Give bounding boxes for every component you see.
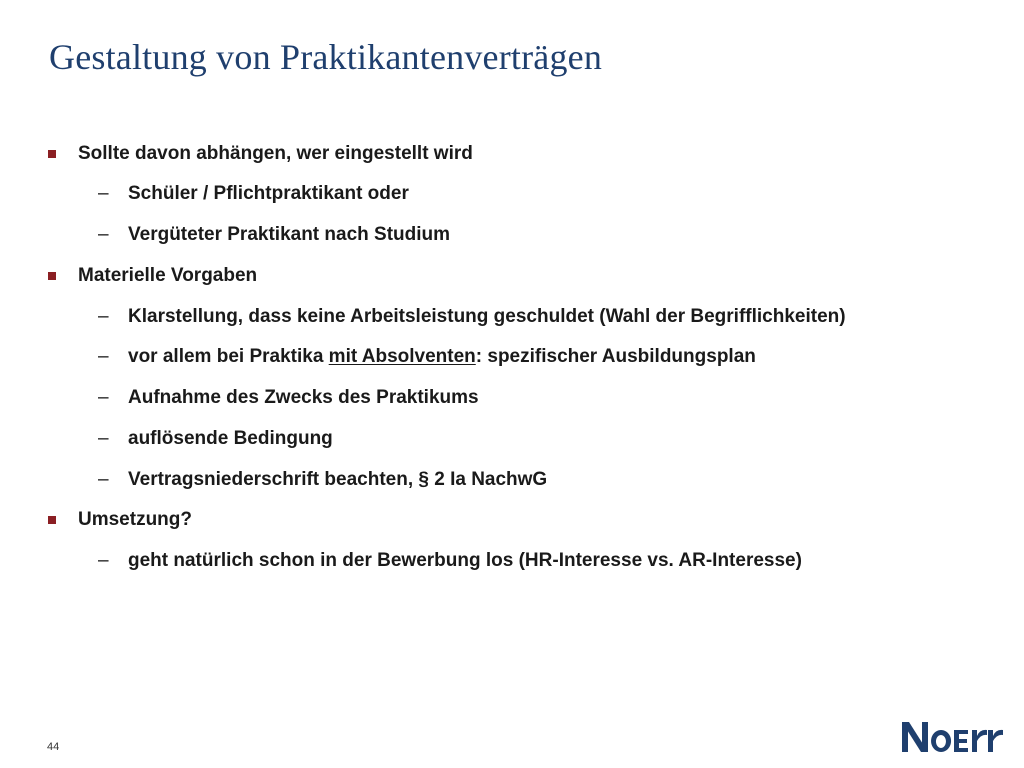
dash-icon: – xyxy=(98,183,109,204)
sub-item-text: Schüler / Pflichtpraktikant oder xyxy=(128,183,409,204)
page-number: 44 xyxy=(47,741,60,753)
dash-icon: – xyxy=(98,387,109,408)
sub-item xyxy=(98,304,846,330)
sub-item-text: auflösende Bedingung xyxy=(128,428,333,449)
sub-item-text: Vertragsniederschrift beachten, § 2 Ia NachwG xyxy=(128,469,548,490)
sub-item-text-pre: vor allem bei Praktika xyxy=(128,346,329,367)
bullet-text: Umsetzung? xyxy=(78,509,192,530)
sub-item xyxy=(98,426,333,452)
sub-item-text: Vergüteter Praktikant nach Studium xyxy=(128,224,451,245)
sub-item-text: geht natürlich schon in der Bewerbung los (HR-Interesse vs. AR-Interesse) xyxy=(128,550,802,571)
sub-item xyxy=(98,222,450,248)
dash-icon: – xyxy=(98,469,109,490)
slide-title: Gestaltung von Praktikantenverträgen xyxy=(49,37,603,77)
bullet-text: Materielle Vorgaben xyxy=(78,265,258,286)
sub-item xyxy=(98,385,479,411)
underlined-text: mit Absolventen xyxy=(328,346,476,367)
dash-icon: – xyxy=(98,550,109,571)
bullet-item xyxy=(48,141,473,167)
sub-item xyxy=(98,467,547,493)
square-bullet-icon xyxy=(48,516,56,524)
square-bullet-icon xyxy=(48,150,56,158)
bullet-text: Sollte davon abhängen, wer eingestellt wird xyxy=(78,143,473,164)
dash-icon: – xyxy=(98,306,109,327)
dash-icon: – xyxy=(98,428,109,449)
sub-item-text: Klarstellung, dass keine Arbeitsleistung geschuldet (Wahl der Begrifflichkeiten) xyxy=(128,306,846,327)
dash-icon: – xyxy=(98,346,109,367)
dash-icon: – xyxy=(98,224,109,245)
sub-item-text: Aufnahme des Zwecks des Praktikums xyxy=(128,387,479,408)
noerr-logo xyxy=(900,716,1004,756)
bullet-item xyxy=(48,507,192,533)
sub-item xyxy=(98,548,802,574)
sub-item xyxy=(98,344,756,370)
square-bullet-icon xyxy=(48,272,56,280)
sub-item-text xyxy=(128,346,756,368)
sub-item-text-post: : spezifischer Ausbildungsplan xyxy=(475,346,756,367)
bullet-item xyxy=(48,263,257,289)
sub-item xyxy=(98,181,409,207)
